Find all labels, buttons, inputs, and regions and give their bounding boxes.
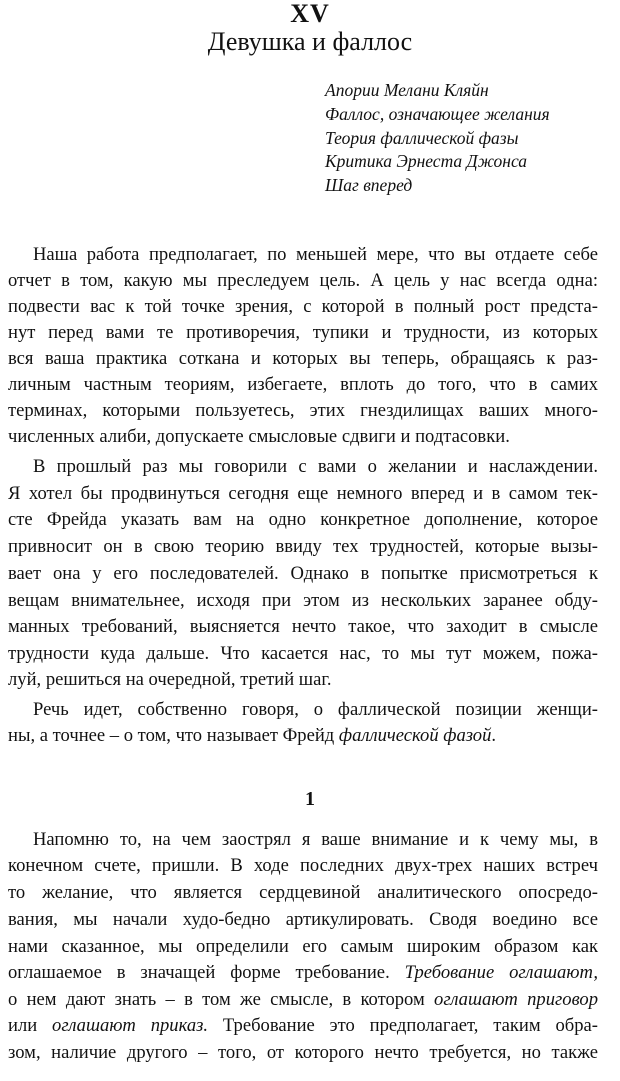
chapter-title: Девушка и фаллос xyxy=(207,27,413,56)
text-line xyxy=(8,960,598,986)
text-line: нут перед вами те противоречия, тупики и трудности, из которых xyxy=(8,322,598,343)
text-line: вещам внимательнее, исходя при этом из нескольких заранее обду- xyxy=(8,590,598,611)
text-line xyxy=(8,723,598,749)
text-line: конечном счете, пришли. В ходе последних двух-трех наших встреч xyxy=(8,855,598,876)
section-number: 1 xyxy=(305,788,315,810)
text-line: личным частным теориям, избегаете, вплоть до того, что в самих xyxy=(8,374,598,395)
text-line xyxy=(8,987,598,1013)
text-line: привносит он в свою теорию ввиду тех трудностей, которые вызы- xyxy=(8,536,598,557)
text-line: вся ваша практика соткана и которых вы теперь, обращаясь к раз- xyxy=(8,348,598,369)
topic-item: Теория фаллической фазы xyxy=(325,127,519,148)
text-line: нами сказанное, мы определили его самым широким образом как xyxy=(8,936,598,957)
text-run: Требование это предполагает, таким обра- xyxy=(208,1015,598,1036)
text-line: отчет в том, какую мы преследуем цель. А цель у нас всегда одна: xyxy=(8,270,598,291)
emphasis-text: оглашают приказ. xyxy=(52,1015,209,1036)
text-line: подвести вас к той точке зрения, с которой в полный рост предста- xyxy=(8,296,598,317)
text-run: о нем дают знать – в том же смысле, в котором xyxy=(8,989,435,1010)
text-run: . xyxy=(491,725,497,746)
text-line: луй, решиться на очередной, третий шаг. xyxy=(8,669,332,690)
text-line: зом, наличие другого – того, от которого нечто требуется, но также xyxy=(8,1042,598,1063)
text-run: оглашаемое в значащей форме требование. xyxy=(8,962,405,983)
topic-item: Критика Эрнеста Джонса xyxy=(325,151,528,172)
text-line: то желание, что является сердцевиной аналитического опосредо- xyxy=(8,882,598,903)
text-line: Я хотел бы продвинуться сегодня еще немного вперед и в самом тек- xyxy=(8,483,598,504)
chapter-topics xyxy=(325,79,550,198)
text-line: Наша работа предполагает, по меньшей мере, что вы отдаете себе xyxy=(33,244,598,265)
chapter-number: XV xyxy=(290,0,330,28)
text-run: или xyxy=(8,1015,53,1036)
topic-item: Апории Мелани Кляйн xyxy=(325,80,489,100)
text-line: терминах, которыми пользуетесь, этих гнездилищах ваших много- xyxy=(8,400,598,421)
text-line: манных требований, выясняется нечто такое, что заходит в смысле xyxy=(8,616,598,637)
emphasis-text: Требование оглашают, xyxy=(404,962,598,983)
text-line: численных алиби, допускаете смысловые сдвиги и подтасовки. xyxy=(8,426,510,447)
text-run: ны, а точнее – о том, что называет Фрейд xyxy=(8,725,339,746)
topic-item: Шаг вперед xyxy=(325,175,413,196)
text-line: В прошлый раз мы говорили с вами о желании и наслаждении. xyxy=(33,456,598,477)
topic-item: Фаллос, означающее желания xyxy=(325,103,550,124)
text-line: Речь идет, собственно говоря, о фаллической позиции женщи- xyxy=(33,699,598,720)
text-line: трудности куда дальше. Что касается нас, то мы тут можем, пожа- xyxy=(8,643,598,664)
emphasis-text: оглашают приговор xyxy=(434,989,598,1010)
text-line xyxy=(8,1013,598,1039)
emphasis-text: фаллической фазой xyxy=(338,725,492,746)
text-line: Напомню то, на чем заострял я ваше внимание и к чему мы, в xyxy=(33,829,598,850)
text-line: сте Фрейда указать вам на одно конкретное дополнение, которое xyxy=(8,509,598,530)
text-line: вания, мы начали худо-бедно артикулировать. Сводя воедино все xyxy=(8,909,598,930)
text-line: вает она у его последователей. Однако в попытке присмотреться к xyxy=(8,563,598,584)
